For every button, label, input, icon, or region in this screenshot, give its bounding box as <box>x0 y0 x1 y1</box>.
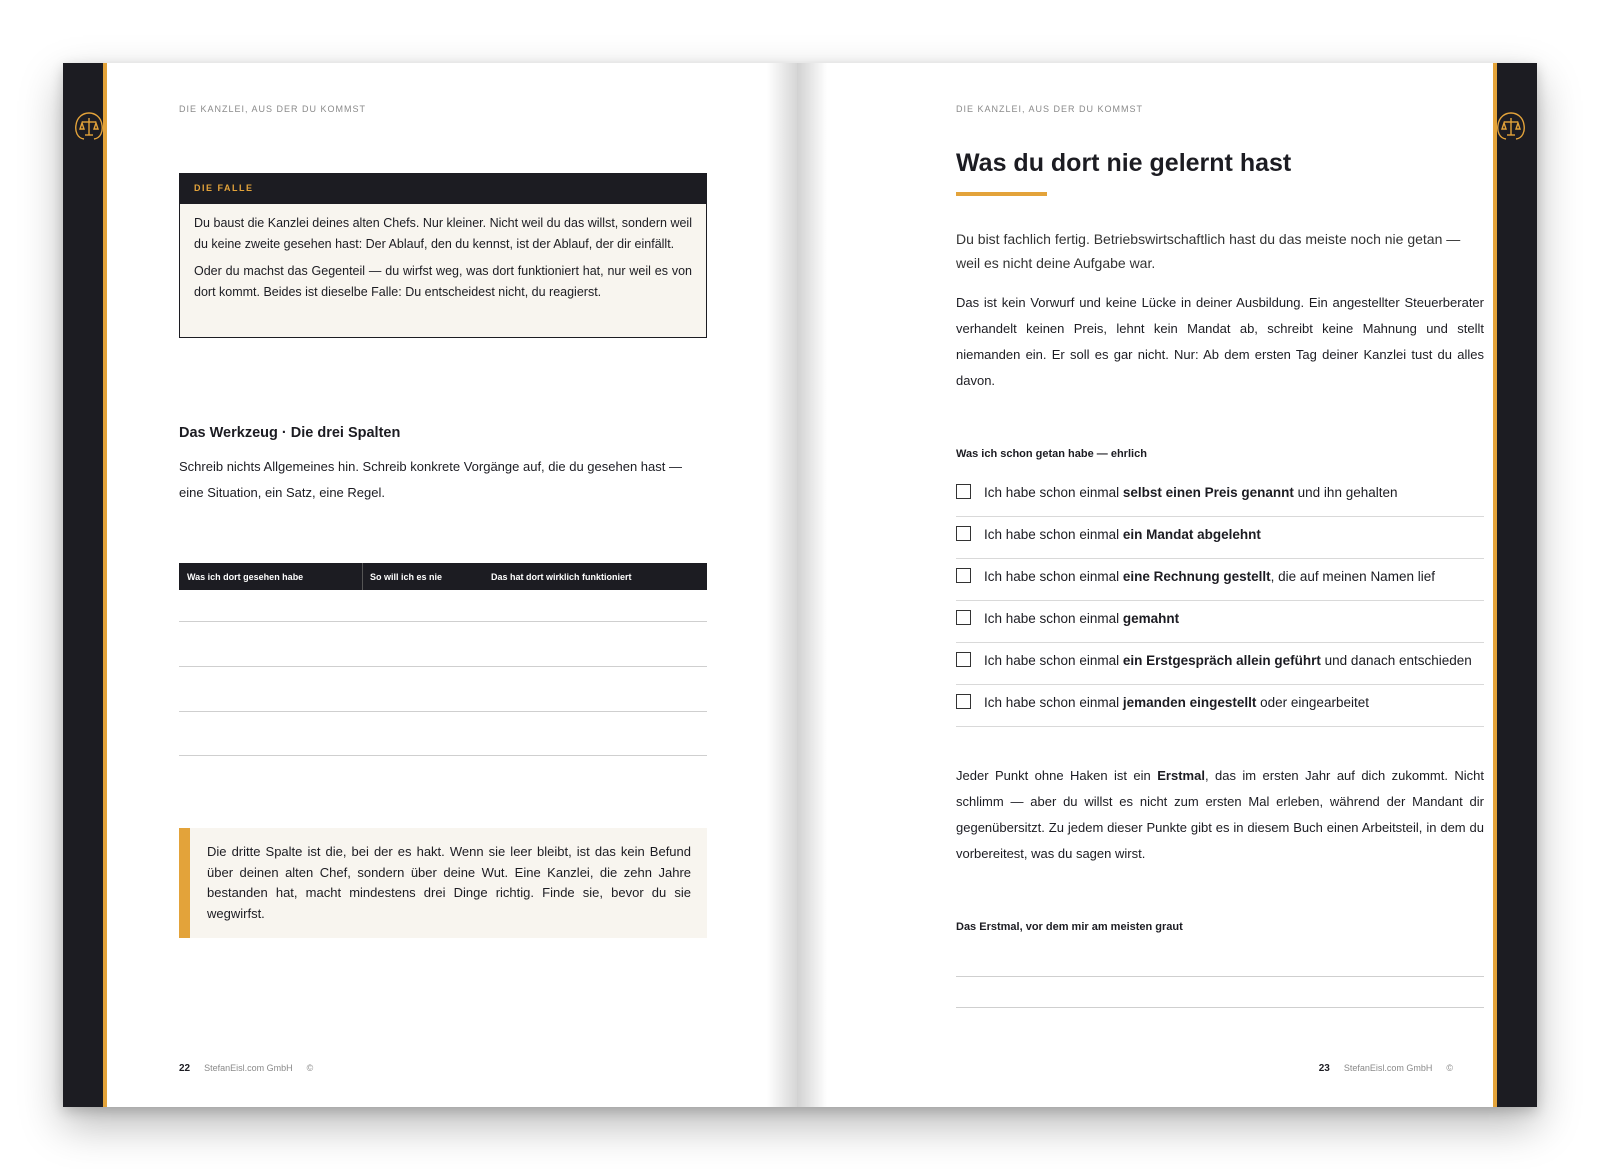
checklist-item <box>956 517 1484 559</box>
checkbox[interactable] <box>956 568 971 583</box>
note-text: Die dritte Spalte ist die, bei der es hakt. Wenn sie leer bleibt, ist das kein Befund über deinen alten Chef, sondern über deine Wut. Eine Kanzlei, die zehn Jahre bestanden hat, macht mindestens drei Dinge richtig. Finde sie, bevor du sie wegwirfst. <box>207 844 691 921</box>
checklist-item <box>956 601 1484 643</box>
closing-paragraph: Jeder Punkt ohne Haken ist ein Erstmal, das im ersten Jahr auf dich zukommt. Nicht schlimm — aber du willst es nicht zum ersten Mal erleben, während der Mandant dir gegenübersitzt. Zu jedem dieser Punkte gibt es in diesem Buch einen Arbeitsteil, in dem du vorbereitest, was du sagen wirst. <box>956 768 1485 861</box>
running-head: DIE KANZLEI, AUS DER DU KOMMST <box>179 104 367 114</box>
checkbox[interactable] <box>956 610 971 625</box>
gutter-shadow <box>797 63 827 1107</box>
checklist <box>956 475 1484 727</box>
copyright: © <box>306 1063 314 1073</box>
checklist-label: Ich habe schon einmal selbst einen Preis genannt und ihn gehalten <box>984 485 1398 500</box>
title-underline <box>956 192 1047 196</box>
body-paragraph: Das ist kein Vorwurf und keine Lücke in deiner Ausbildung. Ein angestellter Steuerberater verhandelt keinen Preis, lehnt kein Mandat ab, schreibt keine Mahnung und stellt niemanden ein. Er soll es gar nicht. Nur: Ab dem ersten Tag deiner Kanzlei tust du alles davon. <box>956 295 1484 388</box>
checklist-item <box>956 685 1484 727</box>
writing-line[interactable] <box>179 711 707 712</box>
page-footer <box>1319 1063 1453 1074</box>
trap-callout <box>179 173 707 338</box>
checkbox[interactable] <box>956 484 971 499</box>
scales-head-icon <box>72 109 106 143</box>
open-book <box>63 63 1537 1107</box>
column-header: Das hat dort wirklich funktioniert <box>491 572 632 582</box>
intro-paragraph: Du bist fachlich fertig. Betriebswirtschaftlich hast du das meiste noch nie getan — weil es nicht deine Aufgabe war. <box>956 231 1461 271</box>
gutter-shadow <box>767 63 797 1107</box>
checkbox[interactable] <box>956 526 971 541</box>
left-page <box>107 63 797 1107</box>
right-page <box>797 63 1493 1107</box>
page-footer <box>179 1063 313 1074</box>
column-header: Was ich dort gesehen habe <box>187 572 304 582</box>
writing-line[interactable] <box>179 621 707 622</box>
checklist-label: Ich habe schon einmal ein Mandat abgelehnt <box>984 527 1261 542</box>
checklist-label: Ich habe schon einmal jemanden eingestellt oder eingearbeitet <box>984 695 1369 710</box>
publisher: StefanEisl.com GmbH <box>1343 1063 1433 1073</box>
trap-paragraph-1: Du baust die Kanzlei deines alten Chefs. Nur kleiner. Nicht weil du das willst, sondern weil du keine zweite gesehen hast: Der Ablauf, den du kennst, ist der Ablauf, der dir einfällt. <box>194 216 692 251</box>
column-header: So will ich es nie <box>370 572 443 582</box>
checklist-title: Was ich schon getan habe — ehrlich <box>956 448 1147 460</box>
page-number: 22 <box>179 1063 191 1074</box>
checklist-item <box>956 475 1484 517</box>
checklist-label: Ich habe schon einmal gemahnt <box>984 611 1180 626</box>
checkbox[interactable] <box>956 652 971 667</box>
note-callout <box>179 828 707 938</box>
checklist-item <box>956 559 1484 601</box>
checklist-item <box>956 643 1484 685</box>
checklist-label: Ich habe schon einmal ein Erstgespräch allein geführt und danach entschieden <box>984 653 1472 668</box>
checklist-label: Ich habe schon einmal eine Rechnung gestellt, die auf meinen Namen lief <box>984 569 1435 584</box>
writing-line[interactable] <box>179 755 707 756</box>
checkbox[interactable] <box>956 694 971 709</box>
tool-title: Das Werkzeug · Die drei Spalten <box>179 425 401 441</box>
right-gold-edge <box>1493 63 1497 1107</box>
scales-head-icon <box>1494 109 1528 143</box>
page-number: 23 <box>1318 1063 1330 1074</box>
writing-line[interactable] <box>956 1007 1484 1008</box>
chapter-title: Was du dort nie gelernt hast <box>956 149 1292 177</box>
trap-label: DIE FALLE <box>180 174 706 204</box>
copyright: © <box>1446 1063 1453 1073</box>
writing-line[interactable] <box>956 976 1484 977</box>
column-divider <box>362 563 363 590</box>
running-head: DIE KANZLEI, AUS DER DU KOMMST <box>956 104 1144 114</box>
writing-line[interactable] <box>179 666 707 667</box>
three-column-table-header <box>179 563 707 590</box>
publisher: StefanEisl.com GmbH <box>204 1063 293 1073</box>
trap-paragraph-2: Oder du machst das Gegenteil — du wirfst weg, was dort funktioniert hat, nur weil es von dort kommt. Beides ist dieselbe Falle: Du entscheidest nicht, du reagierst. <box>194 264 692 299</box>
fear-prompt-title: Das Erstmal, vor dem mir am meisten graut <box>956 921 1183 933</box>
tool-intro: Schreib nichts Allgemeines hin. Schreib konkrete Vorgänge auf, die du gesehen hast — eine Situation, ein Satz, eine Regel. <box>179 459 682 500</box>
